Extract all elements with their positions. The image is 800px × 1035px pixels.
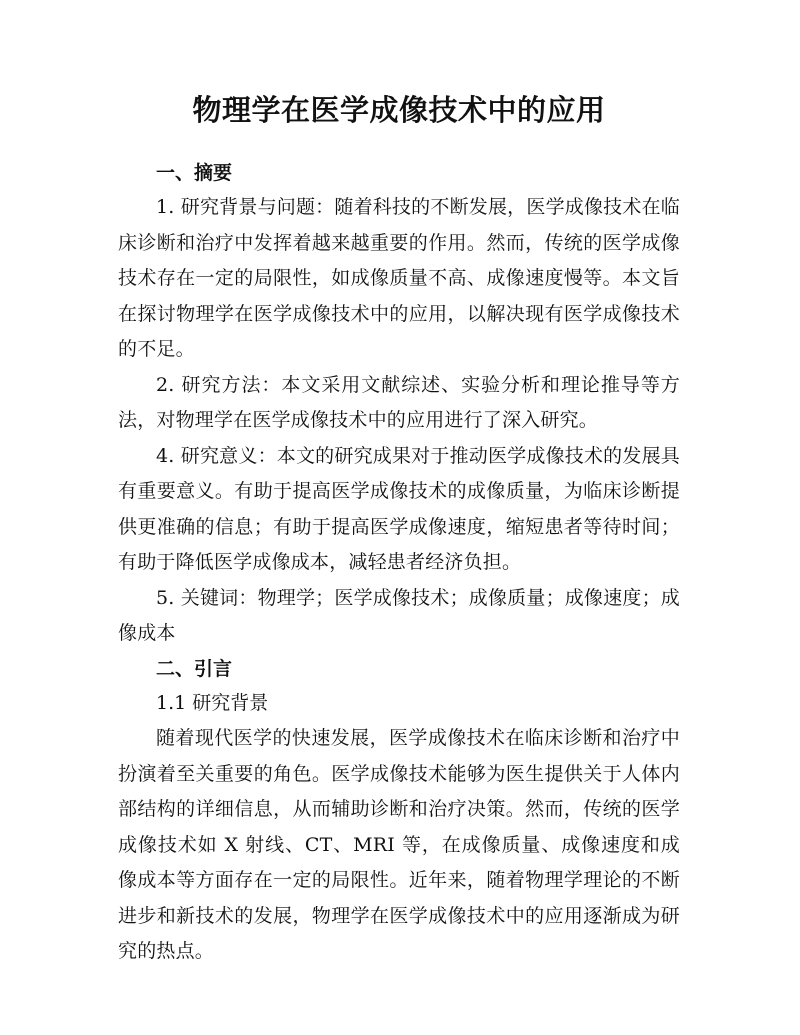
research-background-paragraph: 随着现代医学的快速发展，医学成像技术在临床诊断和治疗中扮演着至关重要的角色。医学成像技术能够为医生提供关于人体内部结构的详细信息，从而辅助诊断和治疗决策。然而，传统的医学成像技术如 X 射线、CT、MRI 等，在成像质量、成像速度和成像成本等方面存在一定的局限性。近年来，随着物理学理论的不断进步和新技术的发展，物理学在医学成像技术中的应用逐渐成为研究的热点。	[118, 727, 680, 962]
research-background-subheading: 1.1 研究背景	[156, 691, 269, 714]
abstract-item-keywords: 5. 关键词：物理学；医学成像技术；成像质量；成像速度；成像成本	[118, 586, 680, 644]
abstract-item-significance: 4. 研究意义：本文的研究成果对于推动医学成像技术的发展具有重要意义。有助于提高医学成像技术的成像质量，为临床诊断提供更准确的信息；有助于提高医学成像速度，缩短患者等待时间；有助于降低医学成像成本，减轻患者经济负担。	[118, 444, 680, 573]
introduction-section	[118, 652, 680, 970]
abstract-heading: 一、摘要	[156, 162, 233, 184]
abstract-section	[118, 156, 680, 652]
document-title: 物理学在医学成像技术中的应用	[192, 93, 606, 127]
introduction-heading: 二、引言	[156, 657, 233, 680]
abstract-item-background: 1. 研究背景与问题：随着科技的不断发展，医学成像技术在临床诊断和治疗中发挥着越来越重要的作用。然而，传统的医学成像技术存在一定的局限性，如成像质量不高、成像速度慢等。本文旨在探讨物理学在医学成像技术中的应用，以解决现有医学成像技术的不足。	[118, 196, 680, 360]
document-content	[118, 88, 680, 970]
abstract-item-methods: 2. 研究方法：本文采用文献综述、实验分析和理论推导等方法，对物理学在医学成像技术中的应用进行了深入研究。	[118, 373, 680, 431]
